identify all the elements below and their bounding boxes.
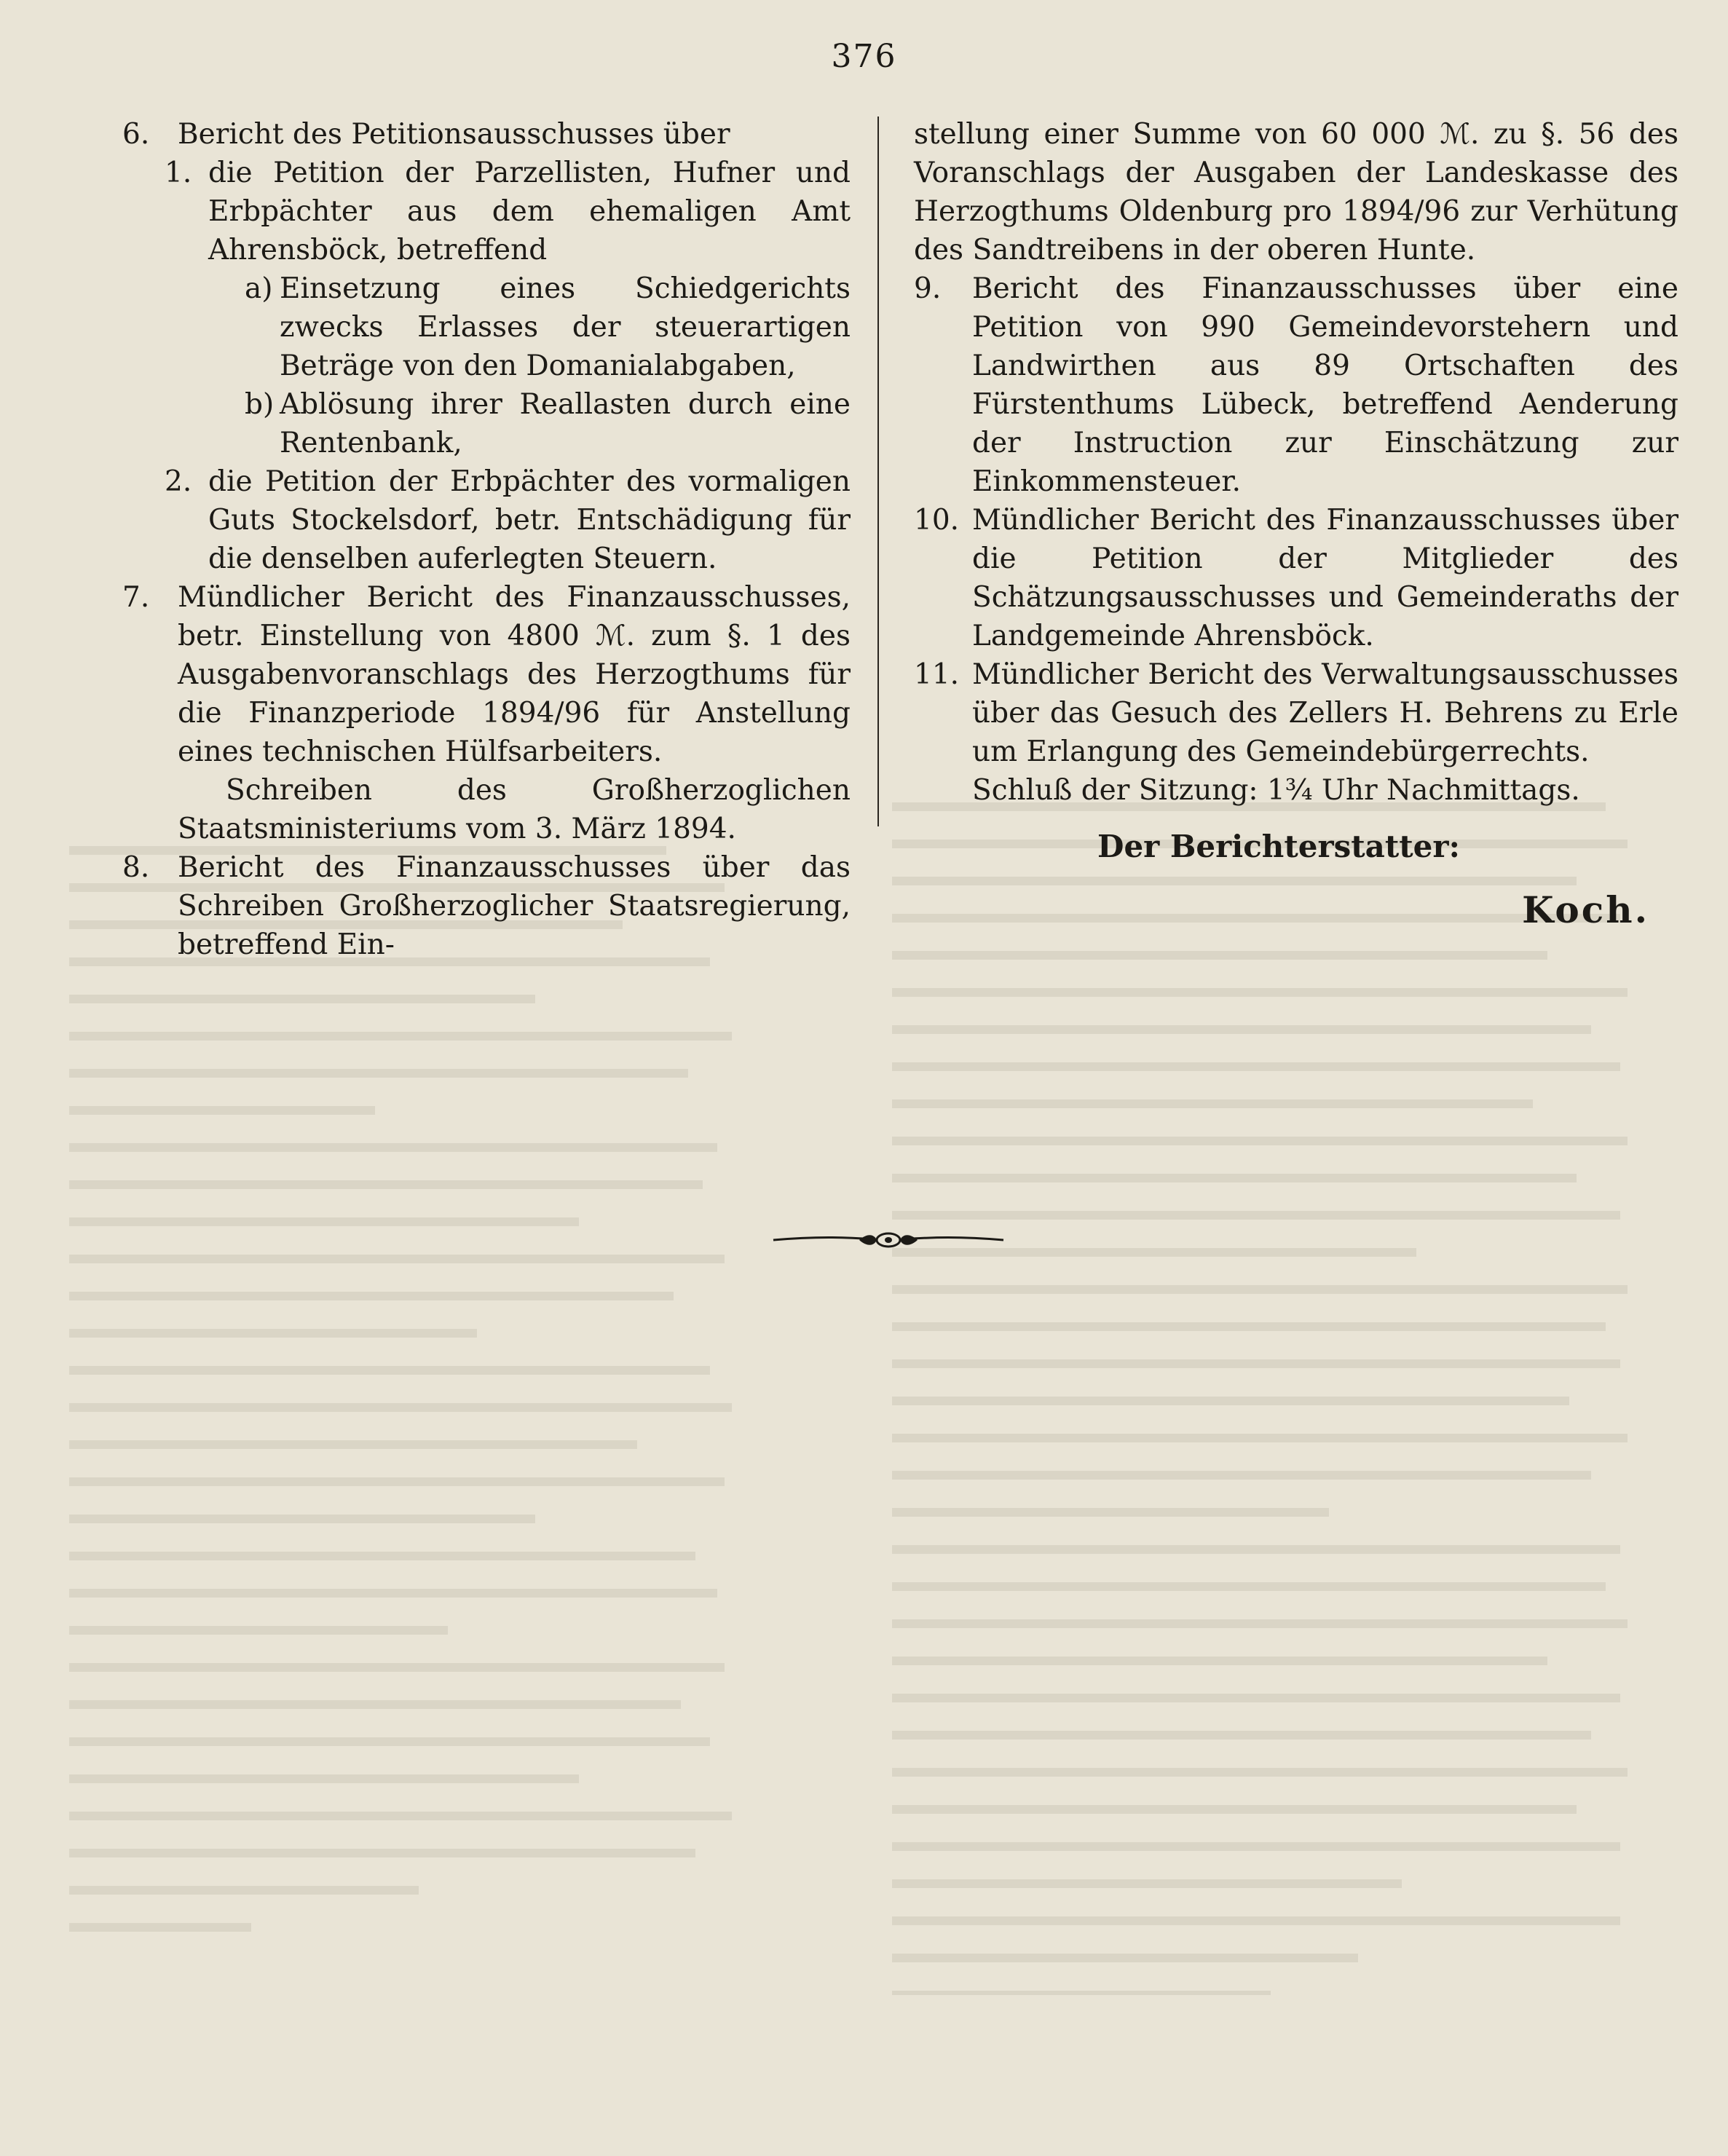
item-text: Mündlicher Bericht des Verwaltungsausschusses über das Gesuch des Zellers H. Behrens zu Erle um Erlangung des Gemeindebürgerrechts.: [972, 658, 1678, 768]
item-number: 6.: [122, 118, 150, 151]
left-column: [122, 115, 851, 964]
signature-title: Der Berichterstatter:: [1097, 829, 1460, 864]
subitem-text: Einsetzung eines Schiedgerichts zwecks Erlasses der steuerartigen Beträge von den Domanialabgaben,: [280, 272, 851, 382]
subitem-text: Ablösung ihrer Reallasten durch eine Rentenbank,: [280, 388, 851, 459]
item-number: 11.: [914, 658, 960, 691]
item-text: Mündlicher Bericht des Finanzausschusses über die Petition der Mitglieder des Schätzungsausschusses und Gemeinderaths der Landgemeinde Ahrensböck.: [972, 504, 1678, 652]
agenda-item-9: [914, 269, 1678, 501]
subitem-number: 2.: [165, 465, 192, 498]
item-number: 8.: [122, 851, 150, 884]
agenda-item-7: [122, 578, 851, 771]
subitem-number: 1.: [165, 157, 192, 189]
item-text: Bericht des Finanzausschusses über das Schreiben Großherzoglicher Staatsregierung, betreffend Ein-: [178, 851, 851, 961]
item-text: Bericht des Petitionsausschusses über: [178, 118, 730, 151]
column-divider: [877, 117, 879, 826]
bleed-through-right: [892, 786, 1686, 1995]
subitem-letter: b): [245, 388, 275, 421]
signature-name: Koch.: [1522, 888, 1649, 931]
agenda-item-8: [122, 848, 851, 964]
subitem-text: die Petition der Parzellisten, Hufner und Erbpächter aus dem ehemaligen Amt Ahrensböck, betreffend: [208, 157, 851, 266]
agenda-item-6: [122, 115, 851, 154]
item-text: Bericht des Finanzausschusses über eine Petition von 990 Gemeindevorstehern und Landwirthen aus 89 Ortschaften des Fürstenthums Lübeck, betreffend Aenderung der Instruction zur Einschätzung zur Einkommensteuer.: [972, 272, 1678, 498]
session-closing: Schluß der Sitzung: 1¾ Uhr Nachmittags.: [972, 774, 1580, 807]
agenda-subitem-6-2: [122, 462, 851, 578]
item-text: Mündlicher Bericht des Finanzausschusses, betr. Einstellung von 4800 ℳ. zum §. 1 des Ausgabenvoranschlags des Herzogthums für die Finanzperiode 1894/96 für Anstellung eines technischen Hülfsarbeiters.: [178, 581, 851, 768]
right-column: [914, 115, 1678, 929]
item-number: 7.: [122, 581, 150, 614]
agenda-subitem-6-1-b: [122, 385, 851, 462]
item-number: 9.: [914, 272, 942, 305]
agenda-subitem-6-1: [122, 154, 851, 269]
item-number: 10.: [914, 504, 960, 537]
agenda-item-10: [914, 501, 1678, 655]
ornament-divider: [772, 1229, 1005, 1251]
agenda-subitem-6-1-a: [122, 269, 851, 385]
bleed-through-left: [69, 830, 790, 1966]
agenda-item-7-note: Schreiben des Großherzoglichen Staatsministeriums vom 3. März 1894.: [178, 774, 851, 845]
subitem-letter: a): [245, 272, 273, 305]
page-number: 376: [831, 38, 897, 75]
subitem-text: die Petition der Erbpächter des vormaligen Guts Stockelsdorf, betr. Entschädigung für die denselben auferlegten Steuern.: [208, 465, 851, 575]
agenda-item-8-continued: stellung einer Summe von 60 000 ℳ. zu §. 56 des Voranschlags der Ausgaben der Landeskasse des Herzogthums Oldenburg pro 1894/96 zur Verhütung des Sandtreibens in der oberen Hunte.: [914, 118, 1678, 266]
agenda-item-11: [914, 655, 1678, 771]
